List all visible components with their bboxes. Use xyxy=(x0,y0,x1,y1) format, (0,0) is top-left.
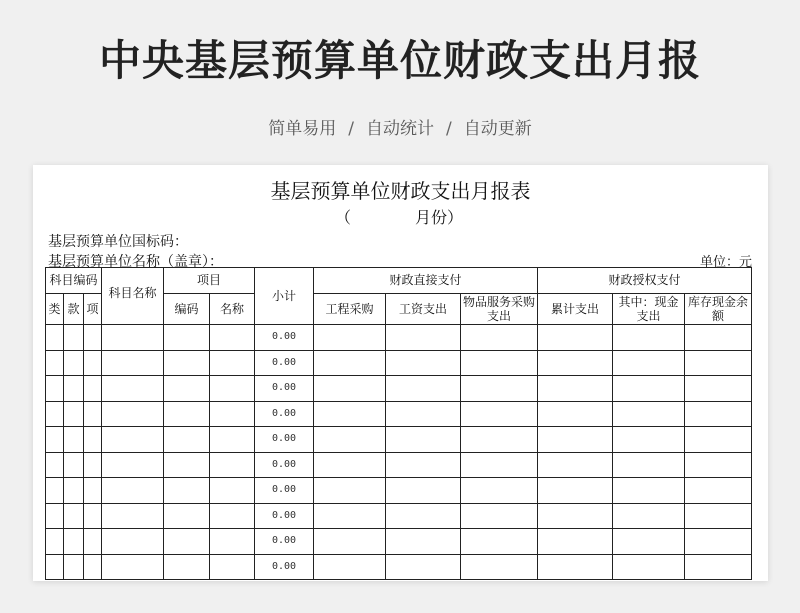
feature-auto-stats: 自动统计 xyxy=(366,119,434,139)
subtotal-cell[interactable]: 0.00 xyxy=(255,325,314,351)
table-cell[interactable] xyxy=(210,452,255,478)
table-cell[interactable] xyxy=(84,529,102,555)
table-cell[interactable] xyxy=(210,376,255,402)
unit-code-label: 基层预算单位国标码： xyxy=(48,234,188,250)
subtotal-cell[interactable]: 0.00 xyxy=(255,478,314,504)
table-cell[interactable] xyxy=(84,427,102,453)
subtotal-cell[interactable]: 0.00 xyxy=(255,401,314,427)
feature-simple: 简单易用 xyxy=(268,119,337,139)
table-cell[interactable] xyxy=(210,401,255,427)
table-cell[interactable] xyxy=(210,529,255,555)
period-open-paren: （ xyxy=(335,208,352,227)
table-cell[interactable] xyxy=(102,376,164,402)
table-cell[interactable] xyxy=(84,325,102,351)
table-cell[interactable] xyxy=(386,554,461,580)
table-cell[interactable] xyxy=(613,376,685,402)
subtotal-cell[interactable]: 0.00 xyxy=(255,427,314,453)
feature-subtitle xyxy=(0,114,800,139)
header-direct-payment: 财政直接支付 xyxy=(314,268,538,294)
table-cell[interactable] xyxy=(538,376,613,402)
subtotal-cell[interactable]: 0.00 xyxy=(255,503,314,529)
header-engineering: 工程采购 xyxy=(314,294,386,325)
table-cell[interactable] xyxy=(210,350,255,376)
banner-title: 中央基层预算单位财政支出月报 xyxy=(98,36,701,85)
table-cell[interactable] xyxy=(314,503,386,529)
table-row xyxy=(46,376,752,402)
table-cell[interactable] xyxy=(685,325,752,351)
header-subject-name: 科目名称 xyxy=(102,268,164,325)
table-cell[interactable] xyxy=(64,554,84,580)
currency-unit-label: 单位：元 xyxy=(699,255,752,270)
table-cell[interactable] xyxy=(538,350,613,376)
table-cell[interactable] xyxy=(314,529,386,555)
table-cell[interactable] xyxy=(84,554,102,580)
table-cell[interactable] xyxy=(64,376,84,402)
table-cell[interactable] xyxy=(164,350,210,376)
table-cell[interactable] xyxy=(102,554,164,580)
table-cell[interactable] xyxy=(613,554,685,580)
table-cell[interactable] xyxy=(164,427,210,453)
table-cell[interactable] xyxy=(613,529,685,555)
table-cell[interactable] xyxy=(538,325,613,351)
subtotal-cell[interactable]: 0.00 xyxy=(255,452,314,478)
table-cell[interactable] xyxy=(46,427,64,453)
table-cell[interactable] xyxy=(102,529,164,555)
table-cell[interactable] xyxy=(685,529,752,555)
table-cell[interactable] xyxy=(46,401,64,427)
table-cell[interactable] xyxy=(210,427,255,453)
table-cell[interactable] xyxy=(386,452,461,478)
table-cell[interactable] xyxy=(84,350,102,376)
table-cell[interactable] xyxy=(314,376,386,402)
table-cell[interactable] xyxy=(164,401,210,427)
header-subtotal: 小计 xyxy=(255,268,314,325)
table-cell[interactable] xyxy=(685,376,752,402)
header-authorized-payment: 财政授权支付 xyxy=(538,268,752,294)
table-row xyxy=(46,325,752,351)
table-row xyxy=(46,427,752,453)
table-cell[interactable] xyxy=(314,325,386,351)
table-cell[interactable] xyxy=(314,427,386,453)
table-row xyxy=(46,401,752,427)
table-row xyxy=(46,529,752,555)
table-cell[interactable] xyxy=(164,503,210,529)
table-cell[interactable] xyxy=(538,529,613,555)
table-cell[interactable] xyxy=(461,529,538,555)
table-cell[interactable] xyxy=(164,529,210,555)
header-project-code: 编码 xyxy=(164,294,210,325)
table-cell[interactable] xyxy=(613,427,685,453)
table-cell[interactable] xyxy=(64,325,84,351)
table-cell[interactable] xyxy=(46,554,64,580)
table-cell[interactable] xyxy=(461,325,538,351)
table-cell[interactable] xyxy=(64,401,84,427)
table-cell[interactable] xyxy=(164,325,210,351)
table-cell[interactable] xyxy=(84,452,102,478)
header-cash-among: 其中：现金支出 xyxy=(613,294,685,325)
table-cell[interactable] xyxy=(64,452,84,478)
table-cell[interactable] xyxy=(102,503,164,529)
table-cell[interactable] xyxy=(685,452,752,478)
table-cell[interactable] xyxy=(64,503,84,529)
header-project: 项目 xyxy=(164,268,255,294)
table-cell[interactable] xyxy=(461,350,538,376)
table-cell[interactable] xyxy=(386,350,461,376)
table-cell[interactable] xyxy=(613,350,685,376)
table-cell[interactable] xyxy=(461,478,538,504)
table-cell[interactable] xyxy=(46,350,64,376)
period-month-label: 月份） xyxy=(415,208,464,227)
table-cell[interactable] xyxy=(461,554,538,580)
table-cell[interactable] xyxy=(461,376,538,402)
subtotal-cell[interactable]: 0.00 xyxy=(255,350,314,376)
table-cell[interactable] xyxy=(538,427,613,453)
table-cell[interactable] xyxy=(84,478,102,504)
separator: / xyxy=(446,119,452,139)
table-cell[interactable] xyxy=(64,427,84,453)
table-row xyxy=(46,478,752,504)
table-cell[interactable] xyxy=(613,325,685,351)
table-cell[interactable] xyxy=(210,325,255,351)
header-goods-services: 物品服务采购支出 xyxy=(461,294,538,325)
header-inventory-cash: 库存现金余额 xyxy=(685,294,752,325)
expenditure-table xyxy=(45,267,752,580)
table-cell[interactable] xyxy=(613,401,685,427)
table-cell[interactable] xyxy=(613,503,685,529)
table-cell[interactable] xyxy=(685,401,752,427)
header-lei: 类 xyxy=(46,294,64,325)
table-row xyxy=(46,554,752,580)
table-cell[interactable] xyxy=(210,503,255,529)
table-cell[interactable] xyxy=(538,554,613,580)
table-cell[interactable] xyxy=(461,427,538,453)
subtotal-cell[interactable]: 0.00 xyxy=(255,554,314,580)
table-cell[interactable] xyxy=(46,452,64,478)
table-row xyxy=(46,452,752,478)
table-cell[interactable] xyxy=(685,478,752,504)
table-cell[interactable] xyxy=(613,452,685,478)
table-cell[interactable] xyxy=(685,554,752,580)
table-cell[interactable] xyxy=(102,325,164,351)
table-cell[interactable] xyxy=(64,529,84,555)
table-cell[interactable] xyxy=(102,427,164,453)
table-cell[interactable] xyxy=(314,401,386,427)
table-cell[interactable] xyxy=(314,452,386,478)
header-xiang: 项 xyxy=(84,294,102,325)
table-cell[interactable] xyxy=(84,503,102,529)
table-cell[interactable] xyxy=(314,478,386,504)
table-cell[interactable] xyxy=(210,478,255,504)
table-cell[interactable] xyxy=(685,503,752,529)
table-cell[interactable] xyxy=(102,452,164,478)
table-cell[interactable] xyxy=(102,478,164,504)
table-cell[interactable] xyxy=(461,401,538,427)
table-cell[interactable] xyxy=(461,503,538,529)
table-cell[interactable] xyxy=(84,376,102,402)
table-cell[interactable] xyxy=(314,350,386,376)
header-salary: 工资支出 xyxy=(386,294,461,325)
table-cell[interactable] xyxy=(386,325,461,351)
table-cell[interactable] xyxy=(538,503,613,529)
table-cell[interactable] xyxy=(538,452,613,478)
table-cell[interactable] xyxy=(386,427,461,453)
table-cell[interactable] xyxy=(46,376,64,402)
table-cell[interactable] xyxy=(685,350,752,376)
table-cell[interactable] xyxy=(685,427,752,453)
table-row xyxy=(46,350,752,376)
header-cumulative: 累计支出 xyxy=(538,294,613,325)
table-cell[interactable] xyxy=(46,503,64,529)
unit-name-label: 基层预算单位名称（盖章）： xyxy=(48,254,223,270)
table-cell[interactable] xyxy=(461,452,538,478)
subtotal-cell[interactable]: 0.00 xyxy=(255,376,314,402)
table-cell[interactable] xyxy=(386,401,461,427)
subtotal-cell[interactable]: 0.00 xyxy=(255,529,314,555)
table-cell[interactable] xyxy=(386,529,461,555)
header-kuan: 款 xyxy=(64,294,84,325)
table-cell[interactable] xyxy=(102,401,164,427)
table-cell[interactable] xyxy=(314,554,386,580)
table-cell[interactable] xyxy=(84,401,102,427)
report-title: 基层预算单位财政支出月报表 xyxy=(270,179,531,203)
table-cell[interactable] xyxy=(386,376,461,402)
table-cell[interactable] xyxy=(64,350,84,376)
report-sheet xyxy=(33,165,768,581)
feature-auto-update: 自动更新 xyxy=(463,119,532,139)
table-row xyxy=(46,503,752,529)
header-project-name: 名称 xyxy=(210,294,255,325)
separator: / xyxy=(348,119,354,139)
table-cell[interactable] xyxy=(164,554,210,580)
table-cell[interactable] xyxy=(386,478,461,504)
table-cell[interactable] xyxy=(386,503,461,529)
table-cell[interactable] xyxy=(102,350,164,376)
table-cell[interactable] xyxy=(46,325,64,351)
table-cell[interactable] xyxy=(164,452,210,478)
table-cell[interactable] xyxy=(64,478,84,504)
table-cell[interactable] xyxy=(613,478,685,504)
table-cell[interactable] xyxy=(164,376,210,402)
table-cell[interactable] xyxy=(210,554,255,580)
table-cell[interactable] xyxy=(538,401,613,427)
header-subject-code: 科目编码 xyxy=(46,268,102,294)
table-cell[interactable] xyxy=(46,529,64,555)
table-cell[interactable] xyxy=(538,478,613,504)
table-cell[interactable] xyxy=(46,478,64,504)
table-cell[interactable] xyxy=(164,478,210,504)
